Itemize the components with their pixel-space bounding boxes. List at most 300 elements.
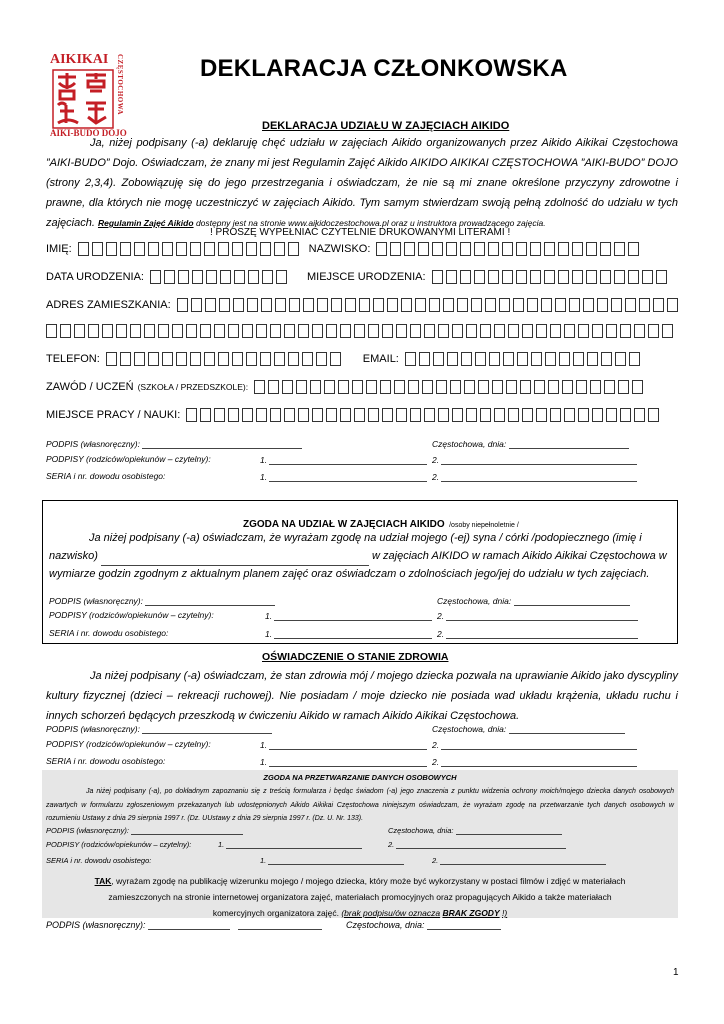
char-box[interactable]: [461, 352, 472, 366]
char-box[interactable]: [326, 324, 337, 338]
char-box[interactable]: [218, 242, 229, 256]
regulation-rest: dostępny jest na stronie www.aikidoczestochowa.pl oraz u instruktora prowadzącego zajęcia.: [195, 218, 546, 228]
sig1-city: Częstochowa, dnia:: [432, 438, 629, 449]
char-box[interactable]: [625, 298, 636, 312]
char-box[interactable]: [204, 352, 215, 366]
char-box[interactable]: [446, 242, 457, 256]
sig5-date-line[interactable]: [427, 919, 501, 930]
char-box[interactable]: [559, 352, 570, 366]
char-box[interactable]: [260, 352, 271, 366]
char-box[interactable]: [275, 298, 286, 312]
char-box[interactable]: [316, 352, 327, 366]
page-number: 1: [673, 967, 679, 978]
char-box[interactable]: [340, 408, 351, 422]
char-box[interactable]: [248, 270, 259, 284]
sig4-id2-line[interactable]: [440, 856, 606, 865]
char-box[interactable]: [373, 298, 384, 312]
char-box[interactable]: [597, 298, 608, 312]
char-box[interactable]: [261, 298, 272, 312]
birth-date-input[interactable]: [150, 270, 287, 284]
char-box[interactable]: [415, 298, 426, 312]
occupation-input[interactable]: [254, 380, 643, 394]
char-box[interactable]: [284, 408, 295, 422]
occupation-row: [46, 380, 643, 394]
char-box[interactable]: [242, 408, 253, 422]
sig4-podpis: PODPIS (własnoręczny):: [46, 826, 243, 835]
birth-row: [46, 270, 667, 284]
char-box[interactable]: [480, 324, 491, 338]
sig2-podpis: PODPIS (własnoręczny):: [49, 595, 275, 606]
char-box[interactable]: [401, 298, 412, 312]
char-box[interactable]: [120, 242, 131, 256]
char-box[interactable]: [475, 352, 486, 366]
char-box[interactable]: [298, 408, 309, 422]
char-box[interactable]: [446, 270, 457, 284]
char-box[interactable]: [494, 324, 505, 338]
image-consent-box: [42, 870, 678, 918]
char-box[interactable]: [303, 298, 314, 312]
char-box[interactable]: [592, 408, 603, 422]
char-box[interactable]: [352, 380, 363, 394]
char-box[interactable]: [662, 324, 673, 338]
char-box[interactable]: [92, 242, 103, 256]
section4-heading: ZGODA NA PRZETWARZANIE DANYCH OSOBOWYCH: [263, 773, 457, 782]
char-box[interactable]: [474, 242, 485, 256]
char-box[interactable]: [408, 380, 419, 394]
sig4-podpis-line[interactable]: [131, 826, 243, 835]
email-input[interactable]: [405, 352, 640, 366]
char-box[interactable]: [536, 408, 547, 422]
char-box[interactable]: [206, 270, 217, 284]
char-box[interactable]: [648, 324, 659, 338]
char-box[interactable]: [284, 324, 295, 338]
char-box[interactable]: [522, 324, 533, 338]
char-box[interactable]: [382, 408, 393, 422]
char-box[interactable]: [494, 408, 505, 422]
char-box[interactable]: [289, 298, 300, 312]
char-box[interactable]: [564, 408, 575, 422]
char-box[interactable]: [190, 242, 201, 256]
char-box[interactable]: [178, 270, 189, 284]
sig5-podpis-line1[interactable]: [148, 919, 230, 930]
char-box[interactable]: [220, 270, 231, 284]
char-box[interactable]: [162, 352, 173, 366]
char-box[interactable]: [186, 324, 197, 338]
char-box[interactable]: [432, 270, 443, 284]
sig2-parent2-line[interactable]: [446, 610, 638, 621]
char-box[interactable]: [338, 380, 349, 394]
char-box[interactable]: [422, 380, 433, 394]
char-box[interactable]: [177, 298, 188, 312]
sig1-parent2-line[interactable]: [441, 454, 637, 465]
char-box[interactable]: [544, 242, 555, 256]
char-box[interactable]: [548, 380, 559, 394]
char-box[interactable]: [634, 408, 645, 422]
char-box[interactable]: [228, 324, 239, 338]
char-box[interactable]: [530, 242, 541, 256]
sig4-date-line[interactable]: [456, 826, 562, 835]
char-box[interactable]: [262, 270, 273, 284]
char-box[interactable]: [270, 324, 281, 338]
char-box[interactable]: [205, 298, 216, 312]
address-input-line2[interactable]: [46, 324, 673, 338]
char-box[interactable]: [572, 270, 583, 284]
phone-input[interactable]: [106, 352, 341, 366]
char-box[interactable]: [116, 324, 127, 338]
char-box[interactable]: [648, 408, 659, 422]
char-box[interactable]: [60, 324, 71, 338]
char-box[interactable]: [288, 352, 299, 366]
char-box[interactable]: [233, 298, 244, 312]
char-box[interactable]: [190, 352, 201, 366]
char-box[interactable]: [508, 408, 519, 422]
char-box[interactable]: [450, 380, 461, 394]
char-box[interactable]: [499, 298, 510, 312]
char-box[interactable]: [232, 352, 243, 366]
char-box[interactable]: [492, 380, 503, 394]
char-box[interactable]: [544, 270, 555, 284]
char-box[interactable]: [562, 380, 573, 394]
char-box[interactable]: [191, 298, 202, 312]
char-box[interactable]: [396, 324, 407, 338]
char-box[interactable]: [464, 380, 475, 394]
char-box[interactable]: [545, 352, 556, 366]
char-box[interactable]: [656, 270, 667, 284]
char-box[interactable]: [410, 408, 421, 422]
char-box[interactable]: [629, 352, 640, 366]
char-box[interactable]: [254, 380, 265, 394]
sig2-parent1-line[interactable]: [274, 610, 432, 621]
first-name-input[interactable]: [78, 242, 299, 256]
char-box[interactable]: [587, 352, 598, 366]
char-box[interactable]: [447, 352, 458, 366]
char-box[interactable]: [424, 408, 435, 422]
char-box[interactable]: [592, 324, 603, 338]
char-box[interactable]: [150, 270, 161, 284]
char-box[interactable]: [520, 380, 531, 394]
char-box[interactable]: [418, 242, 429, 256]
char-box[interactable]: [480, 408, 491, 422]
char-box[interactable]: [246, 242, 257, 256]
char-box[interactable]: [78, 242, 89, 256]
char-box[interactable]: [242, 324, 253, 338]
char-box[interactable]: [176, 242, 187, 256]
char-box[interactable]: [234, 270, 245, 284]
char-box[interactable]: [106, 242, 117, 256]
char-box[interactable]: [345, 298, 356, 312]
sig3-id2-line[interactable]: [441, 756, 637, 767]
char-box[interactable]: [387, 298, 398, 312]
char-box[interactable]: [368, 324, 379, 338]
char-box[interactable]: [172, 324, 183, 338]
char-box[interactable]: [620, 408, 631, 422]
char-box[interactable]: [478, 380, 489, 394]
page-title: DEKLARACJA CZŁONKOWSKA: [200, 55, 568, 82]
char-box[interactable]: [396, 408, 407, 422]
sig2-parent1: 1.: [265, 610, 432, 621]
char-box[interactable]: [534, 380, 545, 394]
char-box[interactable]: [573, 352, 584, 366]
char-box[interactable]: [274, 242, 285, 256]
char-box[interactable]: [382, 324, 393, 338]
char-box[interactable]: [452, 408, 463, 422]
char-box[interactable]: [550, 408, 561, 422]
char-box[interactable]: [460, 242, 471, 256]
char-box[interactable]: [578, 324, 589, 338]
char-box[interactable]: [274, 352, 285, 366]
regulation-link[interactable]: Regulamin Zajęć Aikido: [97, 218, 194, 228]
char-box[interactable]: [324, 380, 335, 394]
char-box[interactable]: [590, 380, 601, 394]
char-box[interactable]: [614, 242, 625, 256]
char-box[interactable]: [246, 352, 257, 366]
section2-line2: nazwisko) w zajęciach AIKIDO w ramach Aikido Aikikai Częstochowa w: [49, 546, 671, 566]
char-box[interactable]: [232, 242, 243, 256]
char-box[interactable]: [600, 242, 611, 256]
char-box[interactable]: [330, 352, 341, 366]
char-box[interactable]: [489, 352, 500, 366]
char-box[interactable]: [628, 270, 639, 284]
char-box[interactable]: [502, 242, 513, 256]
char-box[interactable]: [508, 324, 519, 338]
sig1-date-line[interactable]: [509, 438, 629, 449]
char-box[interactable]: [639, 298, 650, 312]
sig2-id1: 1.: [265, 628, 432, 639]
char-box[interactable]: [176, 352, 187, 366]
char-box[interactable]: [419, 352, 430, 366]
char-box[interactable]: [474, 270, 485, 284]
char-box[interactable]: [268, 380, 279, 394]
char-box[interactable]: [527, 298, 538, 312]
char-box[interactable]: [214, 408, 225, 422]
char-box[interactable]: [586, 270, 597, 284]
char-box[interactable]: [466, 324, 477, 338]
sig1-id1-line[interactable]: [269, 471, 427, 482]
char-box[interactable]: [502, 270, 513, 284]
char-box[interactable]: [200, 408, 211, 422]
char-box[interactable]: [516, 270, 527, 284]
char-box[interactable]: [312, 324, 323, 338]
char-box[interactable]: [354, 324, 365, 338]
workplace-input[interactable]: [186, 408, 659, 422]
char-box[interactable]: [312, 408, 323, 422]
sig3-podpis: PODPIS (własnoręczny):: [46, 723, 272, 734]
char-box[interactable]: [219, 298, 230, 312]
char-box[interactable]: [340, 324, 351, 338]
char-box[interactable]: [615, 352, 626, 366]
char-box[interactable]: [106, 352, 117, 366]
char-box[interactable]: [218, 352, 229, 366]
char-box[interactable]: [331, 298, 342, 312]
char-box[interactable]: [438, 408, 449, 422]
char-box[interactable]: [503, 352, 514, 366]
char-box[interactable]: [247, 298, 258, 312]
char-box[interactable]: [488, 242, 499, 256]
char-box[interactable]: [488, 270, 499, 284]
char-box[interactable]: [586, 242, 597, 256]
char-box[interactable]: [200, 324, 211, 338]
section2-heading: ZGODA NA UDZIAŁ W ZAJĘCIACH AIKIDO: [243, 519, 445, 530]
sig1-parent1-line[interactable]: [269, 454, 427, 465]
sig4-id-label: SERIA i nr. dowodu osobistego:: [46, 856, 152, 865]
char-box[interactable]: [310, 380, 321, 394]
char-box[interactable]: [134, 352, 145, 366]
sig3-parent1-line[interactable]: [269, 739, 427, 750]
sig3-podpis-line[interactable]: [142, 723, 272, 734]
char-box[interactable]: [632, 380, 643, 394]
char-box[interactable]: [148, 352, 159, 366]
char-box[interactable]: [576, 380, 587, 394]
char-box[interactable]: [394, 380, 405, 394]
char-box[interactable]: [433, 352, 444, 366]
char-box[interactable]: [130, 324, 141, 338]
char-box[interactable]: [228, 408, 239, 422]
section1-heading: DEKLARACJA UDZIAŁU W ZAJĘCIACH AIKIDO: [262, 120, 510, 132]
char-box[interactable]: [282, 380, 293, 394]
char-box[interactable]: [276, 270, 287, 284]
sig3-id1-line[interactable]: [269, 756, 427, 767]
char-box[interactable]: [162, 242, 173, 256]
char-box[interactable]: [531, 352, 542, 366]
sig2-podpis-line[interactable]: [145, 595, 275, 606]
char-box[interactable]: [471, 298, 482, 312]
char-box[interactable]: [667, 298, 678, 312]
char-box[interactable]: [578, 408, 589, 422]
char-box[interactable]: [513, 298, 524, 312]
sig4-parent1-line[interactable]: [226, 840, 362, 849]
birth-place-input[interactable]: [432, 270, 667, 284]
char-box[interactable]: [164, 270, 175, 284]
sig1-id1: 1.: [260, 471, 427, 482]
char-box[interactable]: [604, 380, 615, 394]
char-box[interactable]: [541, 298, 552, 312]
char-box[interactable]: [606, 324, 617, 338]
char-box[interactable]: [517, 352, 528, 366]
char-box[interactable]: [583, 298, 594, 312]
char-box[interactable]: [410, 324, 421, 338]
sig4-id1-line[interactable]: [268, 856, 404, 865]
char-box[interactable]: [606, 408, 617, 422]
char-box[interactable]: [158, 324, 169, 338]
char-box[interactable]: [443, 298, 454, 312]
char-box[interactable]: [298, 324, 309, 338]
sig3-parent2-line[interactable]: [441, 739, 637, 750]
char-box[interactable]: [460, 270, 471, 284]
char-box[interactable]: [134, 242, 145, 256]
char-box[interactable]: [46, 324, 57, 338]
char-box[interactable]: [256, 408, 267, 422]
char-box[interactable]: [536, 324, 547, 338]
char-box[interactable]: [522, 408, 533, 422]
section3-paragraph: Ja niżej podpisany (-a) oświadczam, że stan zdrowia mój / mojego dziecka pozwala na uprawianie Aikido jako dyscypliny kultury fizycznej (dzieci – rekreacji ruchowej). Nie posiadam / moje dziecko nie posiada wad układu krążenia, układu ruchu i innych schorzeń będących przeszkodą w ćwiczeniu Aikido w ramach Aikido Aikikai Częstochowa.: [46, 670, 678, 722]
char-box[interactable]: [368, 408, 379, 422]
char-box[interactable]: [601, 352, 612, 366]
last-name-input[interactable]: [376, 242, 639, 256]
char-box[interactable]: [614, 270, 625, 284]
char-box[interactable]: [192, 270, 203, 284]
char-box[interactable]: [457, 298, 468, 312]
char-box[interactable]: [376, 242, 387, 256]
char-box[interactable]: [256, 324, 267, 338]
char-box[interactable]: [558, 270, 569, 284]
sig4-parent2-line[interactable]: [396, 840, 566, 849]
char-box[interactable]: [405, 352, 416, 366]
address-input[interactable]: [177, 298, 678, 312]
char-box[interactable]: [653, 298, 664, 312]
char-box[interactable]: [429, 298, 440, 312]
char-box[interactable]: [204, 242, 215, 256]
section1-paragraph: [46, 133, 678, 233]
char-box[interactable]: [120, 352, 131, 366]
char-box[interactable]: [620, 324, 631, 338]
char-box[interactable]: [436, 380, 447, 394]
char-box[interactable]: [506, 380, 517, 394]
char-box[interactable]: [404, 242, 415, 256]
char-box[interactable]: [302, 352, 313, 366]
section2-line1: Ja niżej podpisany (-a) oświadczam, że wyrażam zgodę na udział mojego (-ej) syna / córki /podopiecznego (imię i: [89, 532, 642, 544]
char-box[interactable]: [618, 380, 629, 394]
sig4-city: Częstochowa, dnia:: [388, 826, 562, 835]
char-box[interactable]: [550, 324, 561, 338]
char-box[interactable]: [452, 324, 463, 338]
sig1-podpis-line[interactable]: [142, 438, 302, 449]
char-box[interactable]: [642, 270, 653, 284]
char-box[interactable]: [74, 324, 85, 338]
char-box[interactable]: [628, 242, 639, 256]
char-box[interactable]: [354, 408, 365, 422]
char-box[interactable]: [569, 298, 580, 312]
char-box[interactable]: [326, 408, 337, 422]
char-box[interactable]: [572, 242, 583, 256]
sig2-id2-line[interactable]: [446, 628, 638, 639]
address-label: ADRES ZAMIESZKANIA:: [46, 299, 171, 311]
sig1-id2-line[interactable]: [441, 471, 637, 482]
char-box[interactable]: [380, 380, 391, 394]
char-box[interactable]: [296, 380, 307, 394]
char-box[interactable]: [558, 242, 569, 256]
char-box[interactable]: [564, 324, 575, 338]
char-box[interactable]: [424, 324, 435, 338]
sig2-date-line[interactable]: [514, 595, 630, 606]
char-box[interactable]: [88, 324, 99, 338]
char-box[interactable]: [611, 298, 622, 312]
char-box[interactable]: [634, 324, 645, 338]
char-box[interactable]: [359, 298, 370, 312]
char-box[interactable]: [438, 324, 449, 338]
char-box[interactable]: [317, 298, 328, 312]
char-box[interactable]: [516, 242, 527, 256]
char-box[interactable]: [555, 298, 566, 312]
char-box[interactable]: [530, 270, 541, 284]
char-box[interactable]: [186, 408, 197, 422]
char-box[interactable]: [260, 242, 271, 256]
char-box[interactable]: [102, 324, 113, 338]
char-box[interactable]: [466, 408, 477, 422]
char-box[interactable]: [214, 324, 225, 338]
char-box[interactable]: [432, 242, 443, 256]
char-box[interactable]: [485, 298, 496, 312]
char-box[interactable]: [148, 242, 159, 256]
sig2-id1-line[interactable]: [274, 628, 432, 639]
char-box[interactable]: [600, 270, 611, 284]
char-box[interactable]: [288, 242, 299, 256]
char-box[interactable]: [366, 380, 377, 394]
sig5-podpis-line2[interactable]: [238, 919, 322, 930]
char-box[interactable]: [270, 408, 281, 422]
char-box[interactable]: [144, 324, 155, 338]
sig3-date-line[interactable]: [509, 723, 625, 734]
char-box[interactable]: [390, 242, 401, 256]
